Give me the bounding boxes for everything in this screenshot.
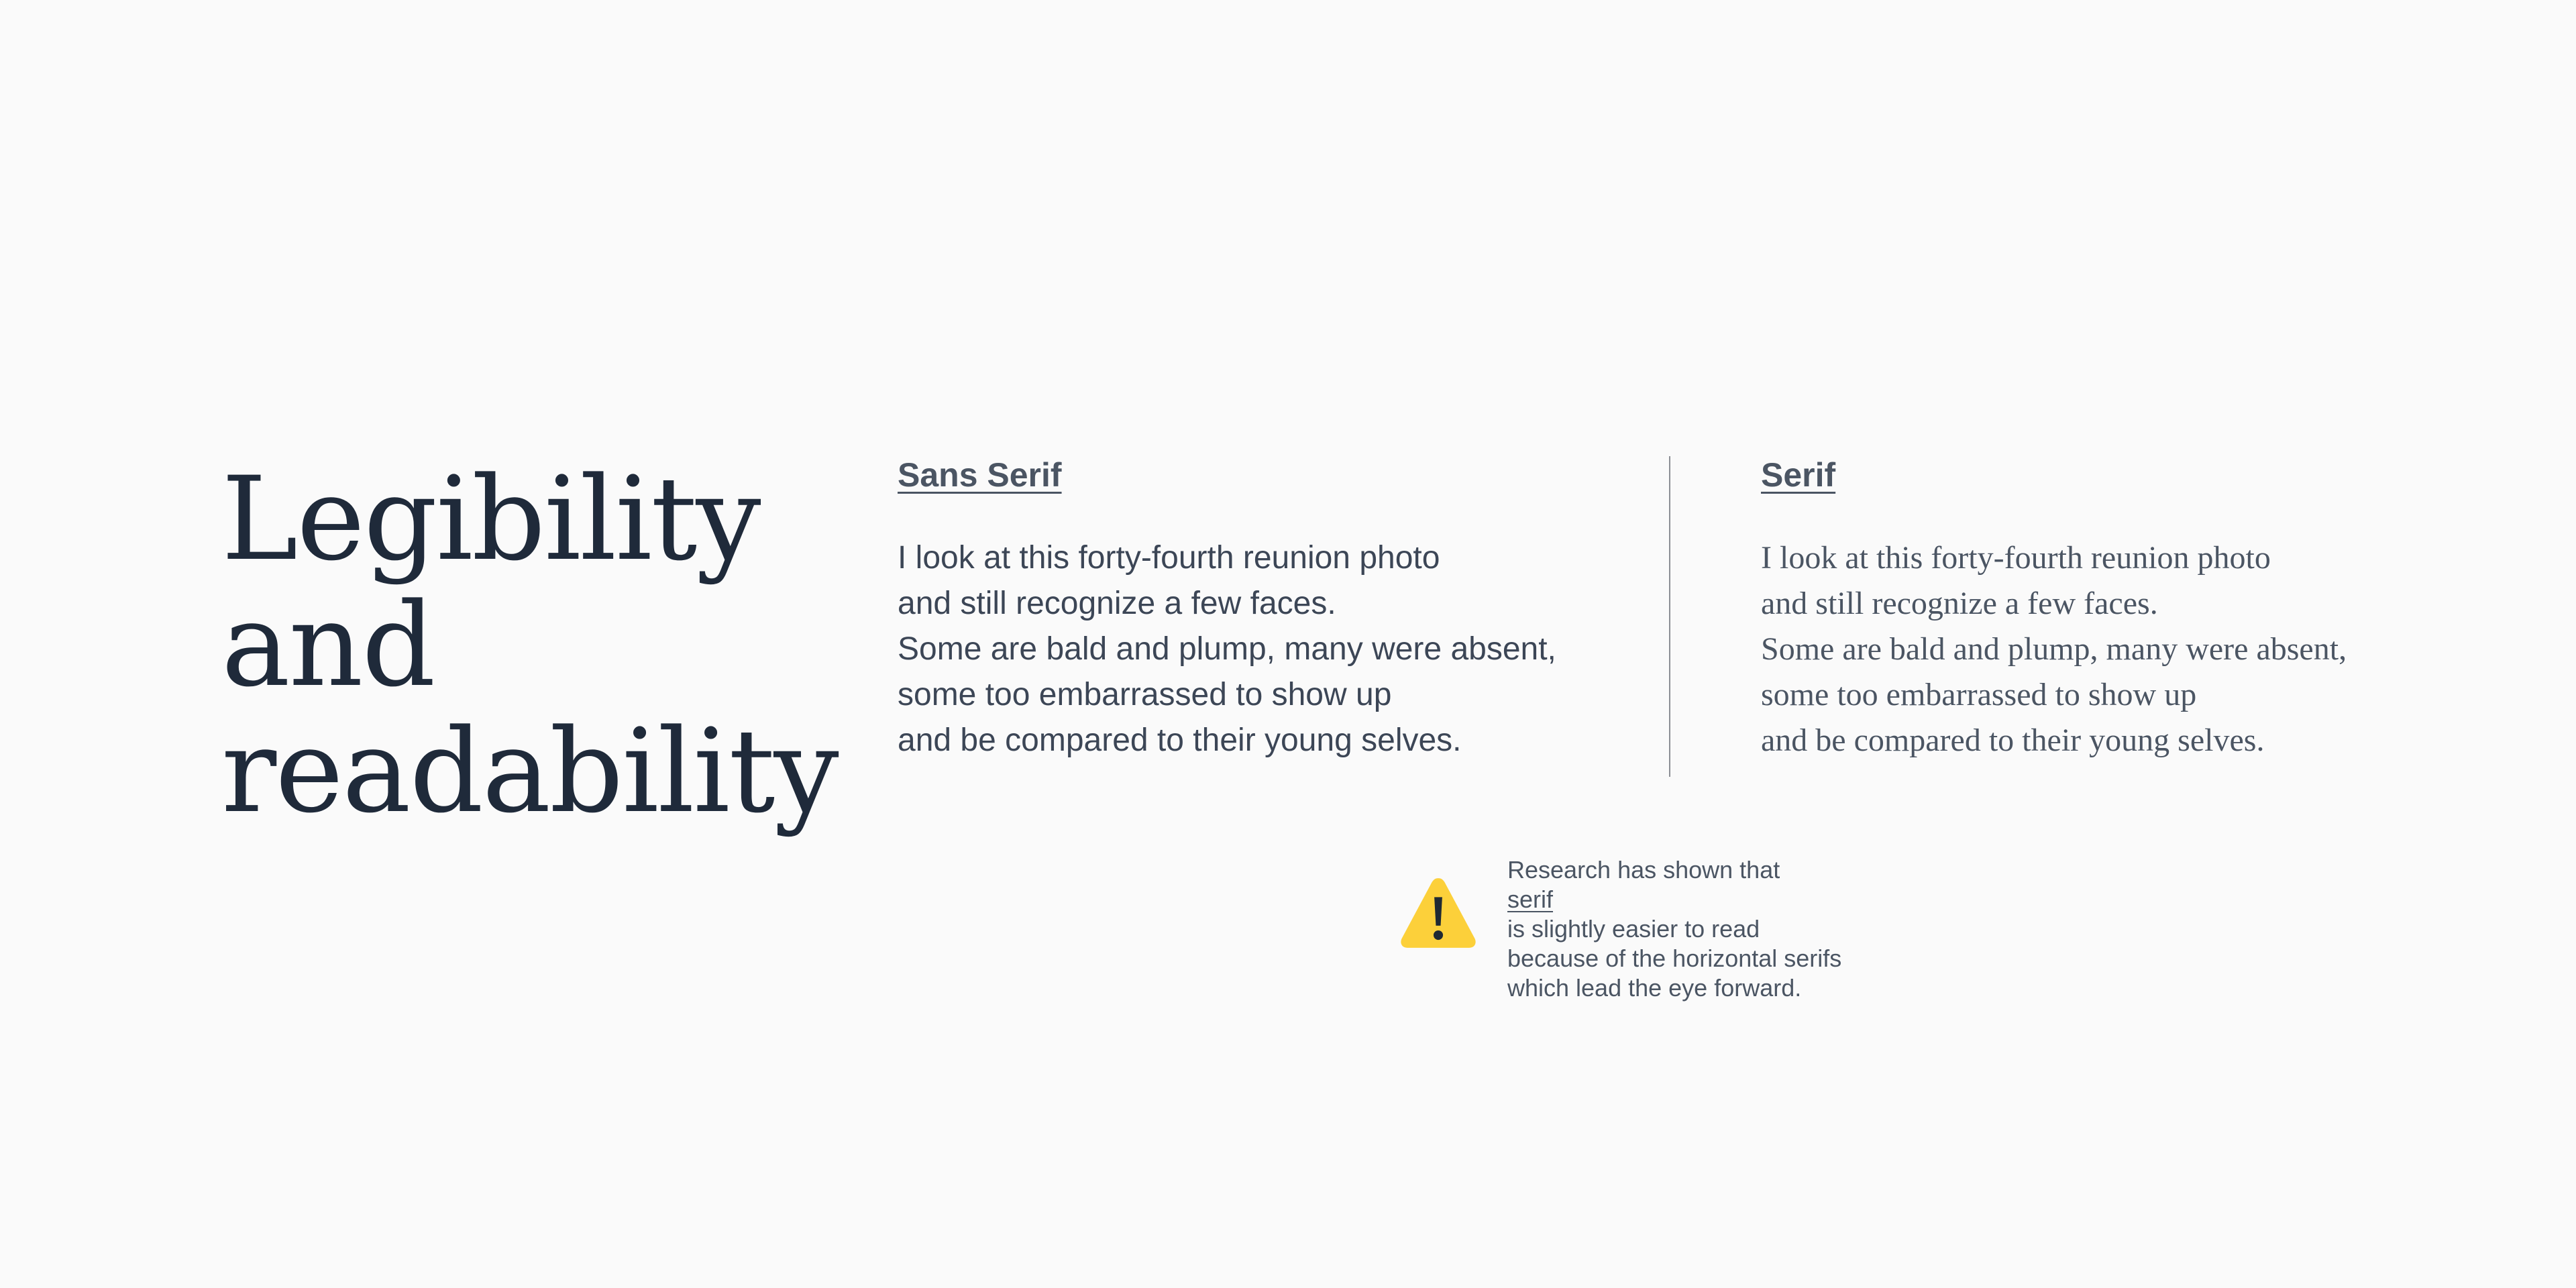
serif-poem-line-2: and still recognize a few faces. (1761, 586, 2158, 621)
sans-poem-line-2: and still recognize a few faces. (898, 586, 1336, 621)
sans-serif-poem (898, 535, 1556, 763)
note-line-4: which lead the eye forward. (1507, 974, 1802, 1002)
sans-serif-column (898, 453, 1556, 763)
research-note (1399, 855, 1841, 1003)
title-line-1: Legibility (221, 451, 760, 586)
title-line-3: readability (221, 704, 838, 839)
page-title (221, 451, 838, 839)
title-line-2: and (221, 578, 435, 712)
warning-icon (1399, 873, 1478, 953)
note-line-1 (1507, 855, 1841, 914)
serif-heading[interactable]: Serif (1761, 456, 1836, 494)
serif-poem-line-1: I look at this forty-fourth reunion photo (1761, 540, 2271, 576)
note-line-3: because of the horizontal serifs (1507, 945, 1842, 972)
sans-poem-line-5: and be compared to their young selves. (898, 722, 1462, 758)
column-divider (1669, 456, 1670, 777)
serif-poem-line-3: Some are bald and plump, many were absent, (1761, 631, 2347, 667)
serif-poem (1761, 535, 2347, 763)
serif-column (1761, 453, 2347, 763)
serif-poem-line-5: and be compared to their young selves. (1761, 722, 2265, 758)
note-line-2: is slightly easier to read (1507, 915, 1760, 943)
serif-link[interactable]: serif (1507, 885, 1554, 913)
sans-poem-line-4: some too embarrassed to show up (898, 677, 1392, 712)
sans-poem-line-3: Some are bald and plump, many were absent, (898, 631, 1556, 667)
research-note-text (1507, 855, 1841, 1003)
sans-serif-heading[interactable]: Sans Serif (898, 456, 1062, 494)
sans-poem-line-1: I look at this forty-fourth reunion photo (898, 540, 1440, 576)
serif-poem-line-4: some too embarrassed to show up (1761, 677, 2197, 712)
note-line-1-prefix: Research has shown that (1507, 856, 1780, 883)
